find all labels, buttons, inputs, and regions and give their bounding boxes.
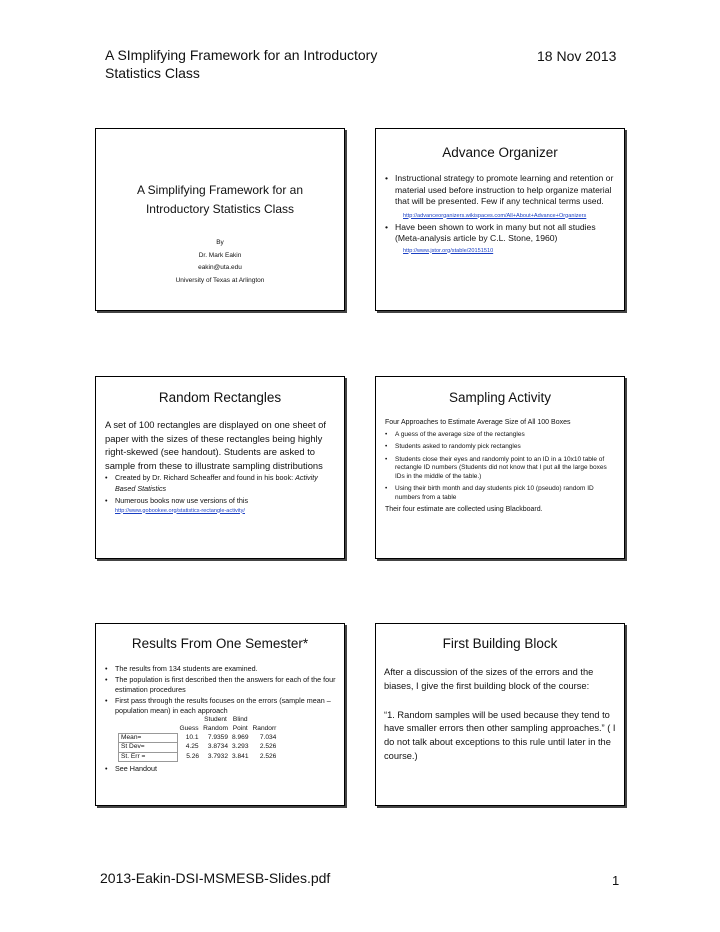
bullet: • Students asked to randomly pick rectangles <box>385 443 618 452</box>
slide-sampling-activity <box>375 376 625 559</box>
document-date: 18 Nov 2013 <box>537 48 617 64</box>
slide4-closing: Their four estimate are collected using Blackboard. <box>385 506 543 514</box>
slide2-title: Advance Organizer <box>442 145 558 160</box>
table-row: St Dev= 4.25 3.8734 3.293 2.526 <box>119 743 279 753</box>
slide-advance-organizer <box>375 128 625 311</box>
slide-title <box>95 128 345 311</box>
bullet: • The population is first described then the answers for each of the four estimation procedures <box>105 675 338 694</box>
slide3-title: Random Rectangles <box>158 390 282 405</box>
footer-filename: 2013-Eakin-DSI-MSMESB-Slides.pdf <box>100 870 331 886</box>
author-email: eakin@uta.edu <box>198 264 242 271</box>
author-name: Dr. Mark Eakin <box>198 251 242 259</box>
by-label: By <box>216 239 224 246</box>
bullet: • Instructional strategy to promote learning and retention or material used before instruction to help organize material that will be presented. Few if any technical terms used. <box>385 173 616 208</box>
table-header: Guess Random Point Randorr <box>179 724 277 732</box>
slide6-paragraph-1: After a discussion of the sizes of the errors and the biases, I give the first building block of the course: <box>384 667 594 691</box>
bullet: • Students close their eyes and randomly point to an ID in a 10x10 table of rectangle ID numbers (Students did not know that I put all the large boxes IDs in the middle of the table.) <box>385 456 618 482</box>
table-row: St. Err = 5.26 3.7932 3.841 2.526 <box>119 752 279 762</box>
bullet: • Numerous books now use versions of this <box>105 496 336 507</box>
table-row: Mean= 10.1 7.9359 8.969 7.034 <box>119 733 279 743</box>
slide-results <box>95 623 345 806</box>
slide4-intro: Four Approaches to Estimate Average Size of All 100 Boxes <box>385 419 571 426</box>
bullet: • First pass through the results focuses on the errors (sample mean – population mean) in each approach <box>105 696 338 715</box>
bullet: • Have been shown to work in many but not all studies (Meta-analysis article by C.L. Stone, 1960) <box>385 222 616 245</box>
bullet: • Using their birth month and day students pick 10 (pseudo) random ID numbers from a table <box>385 485 618 502</box>
results-table <box>118 716 279 762</box>
organizer-link[interactable]: http://advanceorganizers.wikispaces.com/All+About+Advance+Organizers <box>403 212 587 219</box>
slide-first-building-block <box>375 623 625 806</box>
jstor-link[interactable]: http://www.jstor.org/stable/20151510 <box>403 247 494 254</box>
slide6-paragraph-2: “1. Random samples will be used because they tend to have smaller errors then other sampling approaches.” ( I do not talk about exceptions to this rule until later in the course.) <box>384 709 616 761</box>
slide6-title: First Building Block <box>442 636 558 651</box>
bullet: • Created by Dr. Richard Scheaffer and found in his book: Activity Based Statistics <box>105 473 336 494</box>
table-header-top: Student Blind <box>204 716 248 724</box>
bullet: • The results from 134 students are examined. <box>105 664 338 673</box>
author-block <box>96 237 344 287</box>
slide-random-rectangles <box>95 376 345 559</box>
slide4-title: Sampling Activity <box>448 390 552 405</box>
author-affiliation: University of Texas at Arlington <box>175 276 265 284</box>
bullet: • A guess of the average size of the rectangles <box>385 431 618 440</box>
slide1-title: A Simplifying Framework for an Introductory Statistics Class <box>136 183 304 216</box>
slide5-title: Results From One Semester* <box>131 636 309 651</box>
document-title: A SImplifying Framework for an Introductory Statistics Class <box>105 47 378 81</box>
page-number: 1 <box>612 873 620 888</box>
book-title: Activity Based Statistics <box>115 473 318 493</box>
slide3-intro: A set of 100 rectangles are displayed on one sheet of paper with the sizes of these rectangles being highly right-skewed (see handout). Students are asked to sample from these to illustrate sampling distributions <box>105 419 326 471</box>
rectangle-activity-link[interactable]: http://www.gobookee.org/statistics-rectangle-activity/ <box>115 507 245 514</box>
bullet: • See Handout <box>105 764 338 774</box>
